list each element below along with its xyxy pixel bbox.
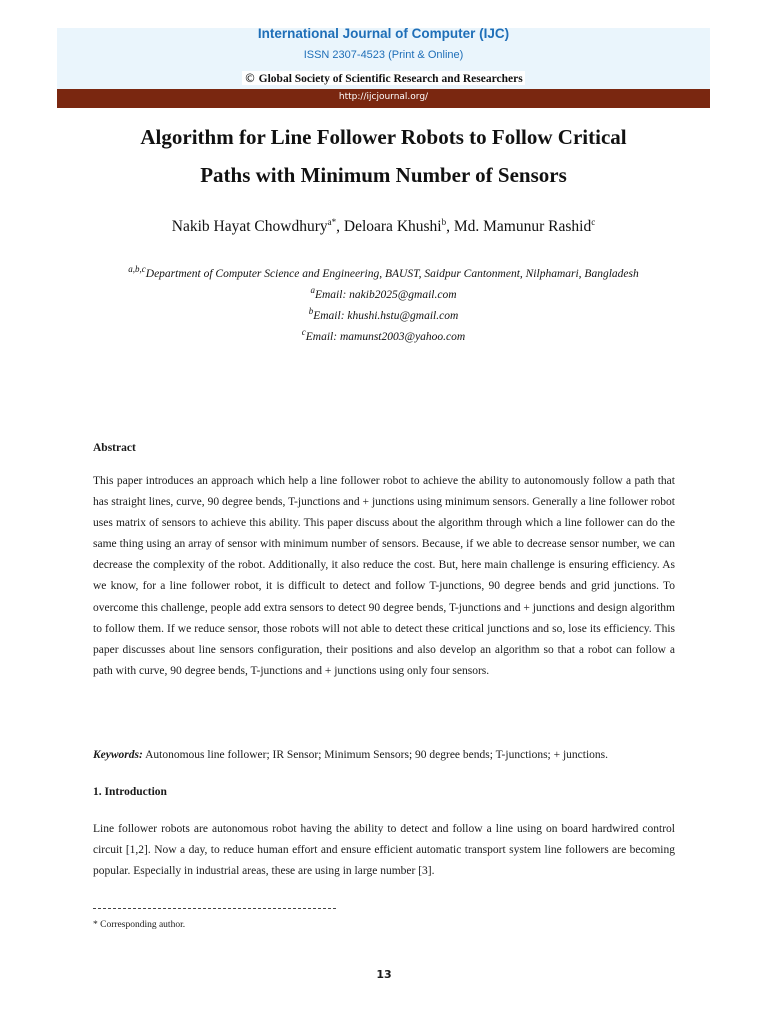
- email-text[interactable]: Email: mamunst2003@yahoo.com: [305, 330, 466, 343]
- paper-title-line-2: Paths with Minimum Number of Sensors: [200, 163, 567, 187]
- author-list: [57, 217, 710, 236]
- email-line: [57, 327, 710, 343]
- abstract-body: This paper introduces an approach which help a line follower robot to achieve the ability to autonomously follow a path that has straight lines, curve, 90 degree bends, T-junctions and + junctions using minimum sensors. Generally a line follower robot uses matrix of sensors to achieve this ability. This paper discuss about the algorithm through which a line follower can do the same thing using an array of sensor with minimum number of sensors. Because, if we able to decrease sensor number, we can decrease the complexity of the robot. Additionally, it also reduce the cost. But, here main challenge is ensuring efficiency. As we know, for a line follower robot, it is difficult to detect and follow T-junctions, 90 degree bends and grid junctions. To overcome this challenge, people add extra sensors to detect 90 degree bends, T-junctions and + junctions and design algorithm to follow them. If we reduce sensor, those robots will not able to detect these critical junctions and so, lose its efficiency. This paper discusses about line sensors configuration, their positions and also develop an algorithm so that a robot can follow a path with curve, 90 degree bends, T-junctions and + junctions using only four sensors.: [93, 475, 675, 677]
- author-superscript: a*: [327, 217, 337, 227]
- author-name: Nakib Hayat Chowdhury: [171, 218, 328, 236]
- author-superscript: b: [441, 217, 447, 227]
- email-text[interactable]: Email: khushi.hstu@gmail.com: [313, 309, 459, 322]
- author-superscript: c: [591, 217, 596, 227]
- introduction-heading: 1. Introduction: [93, 786, 167, 798]
- email-line: [57, 285, 710, 301]
- society-box: [242, 71, 524, 85]
- journal-url-link[interactable]: http://ijcjournal.org/: [338, 92, 429, 102]
- footnote-divider: [93, 908, 336, 909]
- email-text[interactable]: Email: nakib2025@gmail.com: [314, 288, 457, 301]
- keywords-text: Autonomous line follower; IR Sensor; Minimum Sensors; 90 degree bends; T-junctions; + junctions.: [142, 749, 609, 761]
- author-separator: ,: [446, 218, 454, 236]
- email-superscript: a: [310, 285, 315, 295]
- footnote-corresponding-author: * Corresponding author.: [93, 920, 186, 930]
- keywords-label: Keywords:: [93, 749, 143, 761]
- author-name: Deloara Khushi: [343, 218, 442, 236]
- email-superscript: c: [301, 327, 306, 337]
- journal-name: International Journal of Computer (IJC): [257, 26, 510, 41]
- page-number: 13: [376, 968, 392, 981]
- copyright-icon: ©: [244, 71, 256, 85]
- introduction-body: Line follower robots are autonomous robot having the ability to detect and follow a line using on board hardwired control circuit [1,2]. Now a day, to reduce human effort and ensure efficient automatic transport system line followers are becoming popular. Especially in industrial areas, these are using in large number [3].: [93, 823, 675, 878]
- email-line: [57, 306, 710, 322]
- email-superscript: b: [308, 306, 314, 316]
- affiliation-text: Department of Computer Science and Engineering, BAUST, Saidpur Cantonment, Nilphamari, Bangladesh: [145, 267, 639, 280]
- journal-issn: ISSN 2307-4523 (Print & Online): [303, 49, 464, 61]
- affiliation-superscript: a,b,c: [128, 264, 146, 274]
- abstract-heading: Abstract: [93, 442, 136, 454]
- author-separator: ,: [336, 218, 344, 236]
- affiliation: [57, 264, 710, 280]
- paper-title-line-1: Algorithm for Line Follower Robots to Follow Critical: [140, 125, 627, 149]
- society-name: Global Society of Scientific Research and Researchers: [258, 73, 523, 85]
- society-line: [57, 69, 710, 87]
- author-name: Md. Mamunur Rashid: [453, 218, 592, 236]
- keywords-line: [93, 745, 675, 766]
